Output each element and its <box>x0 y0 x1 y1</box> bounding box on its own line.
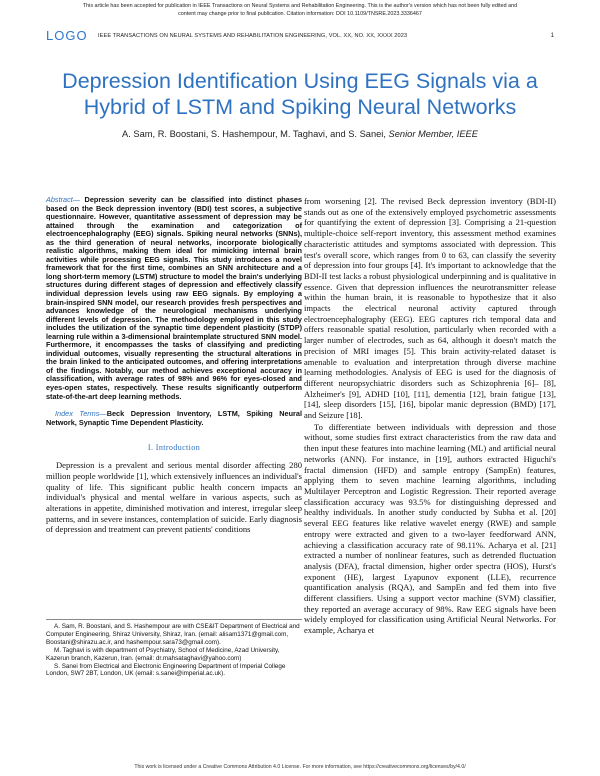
journal-name: IEEE TRANSACTIONS ON NEURAL SYSTEMS AND REHABILITATION ENGINEERING, VOL. XX, NO. XX, XXXX 2023 <box>98 33 408 39</box>
intro-paragraph: Depression is a prevalent and serious mental disorder affecting 280 million people worldwide [1], which extensively influences an individual's quality of life. This significant public health concern impacts an individual's physical and mental welfare in various aspects, such as alterations in appetite, diminished motivation and interest, irregular sleep patterns, and in severe instances, contemplation of suicide. Early diagnosis of depression and treatment can prevent patients' conditions <box>46 460 302 535</box>
section-heading-introduction: I. Introduction <box>147 443 201 453</box>
index-terms-text: Beck Depression Inventory, LSTM, Spiking Neural Network, Synaptic Time Dependent Plasticity. <box>46 409 302 427</box>
index-terms: Index Terms—Beck Depression Inventory, LSTM, Spiking Neural Network, Synaptic Time Dependent Plasticity. <box>46 409 302 427</box>
author-membership: Senior Member, IEEE <box>388 129 478 139</box>
footnote-3: S. Sanei from Electrical and Electronic Engineering Department of Imperial College London, SW7 2BT, London, UK (email: s.sanei@imperial.ac.uk). <box>46 662 286 678</box>
notice-line-2: content may change prior to final publication. Citation information: DOI 10.1109/TNSRE.2023.3336467 <box>178 11 422 17</box>
license-footer: This work is licensed under a Creative Commons Attribution 4.0 License. For more information, see https://creativecommons.org/licenses/by/4.0/ <box>134 764 466 770</box>
publication-notice <box>20 2 580 18</box>
right-paragraph-1: from worsening [2]. The revised Beck depression inventory (BDI-II) stands out as one of the extensively employed psychometric assessments for quantifying the extent of depression [3]. Comprising a 21-question multiple-choice self-report inventory, this assessment method examines characteristic attitudes and symptoms associated with depression. This test's overall score, which ranges from 0 to 63, can classify the severity of depression into four groups [4]. It's important to acknowledge that the BDI-II test lacks a robust physiological underpinning and is qualitative in essence. Given that depression influences the neurotransmitter release within the human brain, it is reasonable to hypothesize that it also impacts the electrical neuronal activity captured through electroencephalography (EEG). EEG captures rich temporal data and offers reasonable spatial resolution, particularly when recorded with a larger number of electrodes, such as 64, although it doesn't match the precision of MRI images [5]. This brain activity-related dataset is amenable to evaluation and interpretation through diverse machine learning methodologies. Analysis of EEG is used for the diagnosis of different neuropsychiatric disorders such as Schizophrenia [6]– [8], Alzheimer's [9], ADHD [10], [11], dementia [12], brain fatigue [13], [14], sleep disorders [15], [16], bipolar manic depression (BMD) [17], and Seizure [18]. <box>304 196 556 421</box>
running-header <box>46 28 554 45</box>
right-column <box>304 196 556 636</box>
page-number: 1 <box>550 33 554 39</box>
abstract-label: Abstract <box>46 195 73 204</box>
journal-logo: LOGO <box>46 28 88 43</box>
author-list <box>30 129 570 139</box>
author-affiliations <box>46 619 302 678</box>
index-terms-label: Index Terms <box>55 409 100 419</box>
notice-line-1: This article has been accepted for publication in IEEE Transactions on Neural Systems and Rehabilitation Engineering. This is the author's version which has not been fully edited and <box>82 3 518 9</box>
paper-title: Depression Identification Using EEG Signals via a Hybrid of LSTM and Spiking Neural Networks <box>62 69 538 119</box>
left-column <box>46 196 302 535</box>
author-names: A. Sam, R. Boostani, S. Hashempour, M. Taghavi, and S. Sanei, <box>122 129 386 139</box>
abstract-text: Depression severity can be classified into distinct phases based on the Beck depression inventory (BDI) test scores, a subjective questionnaire. However, quantitative assessment of depression may be attained through the examination and categorization of electroencephalography (EEG) signals. Spiking neural networks (SNNs), as the third generation of neural networks, incorporate biologically realistic algorithms, making them ideal for mimicking internal brain activities while processing EEG signals. This study introduces a novel framework that for the first time, combines an SNN architecture and a long short-term memory (LSTM) structure to model the brain's underlying structures during different stages of depression and effectively classify individual depression levels using raw EEG signals. By employing a brain-inspired SNN model, our research provides fresh perspectives and advances knowledge of the neurological mechanisms underlying different levels of depression. The methodology employed in this study includes the utilization of the synaptic time dependent plasticity (STDP) learning rule within a 3-dimensional braintemplate structured SNN model. Furthermore, it encompasses the tasks of classifying and predicting individual outcomes, visually representing the structural alterations in the brain linked to the anticipated outcomes, and offering interpretations of the findings. Notably, our method achieves exceptional accuracy in classification, with average rates of 98% and 96% for eyes-closed and eyes-open states, respectively. These results significantly outperform state-of-the-art deep learning methods. <box>46 195 302 401</box>
abstract: Abstract— Depression severity can be classified into distinct phases based on the Beck depression inventory (BDI) test scores, a subjective questionnaire. However, quantitative assessment of depression may be attained through the examination and categorization of electroencephalography (EEG) signals. Spiking neural networks (SNNs), as the third generation of neural networks, incorporate biologically realistic algorithms, making them ideal for mimicking internal brain activities while processing EEG signals. This study introduces a novel framework that for the first time, combines an SNN architecture and a long short-term memory (LSTM) structure to model the brain's underlying structures during different stages of depression and effectively classify individual depression levels using raw EEG signals. By employing a brain-inspired SNN model, our research provides fresh perspectives and advances knowledge of the neurological mechanisms underlying different levels of depression. The methodology employed in this study includes the utilization of the synaptic time dependent plasticity (STDP) learning rule within a 3-dimensional braintemplate structured SNN model. Furthermore, it encompasses the tasks of classifying and predicting individual outcomes, visually representing the structural alterations in the brain linked to the anticipated outcomes, and offering interpretations of the findings. Notably, our method achieves exceptional accuracy in classification, with average rates of 98% and 96% for eyes-closed and eyes-open states, respectively. These results significantly outperform state-of-the-art deep learning methods. <box>46 195 302 401</box>
right-paragraph-2: To differentiate between individuals with depression and those without, some studies first extract characteristics from the raw data and then input these features into machine learning (ML) and artificial neural networks (ANN). For instance, in [19], authors extracted Higuchi's fractal dimension (HFD) and sample entropy (SampEn) features, applying them to seven machine learning algorithms, including Multilayer Perceptron and Logistic Regression. Their reported average classification accuracy was 93.5% for distinguishing depressed and healthy individuals. In another study conducted by Subha et al. [20] several EEG features like relative wavelet energy (RWE) and sample entropy were extracted and given to a two-layer feedforward ANN, achieving a classification accuracy rate of 98.11%. Acharya et al. [21] extracted a number of nonlinear features, such as detrended fluctuation analysis (DFA), fractal dimension, higher order spectra (HOS), Hurst's exponent (HE), largest Lyapunov exponent (LLE), recurrence quantification analysis (RQA), and SampEn and fed them into five different classifiers. Using a support vector machine (SVM) classifier, they reported an average accuracy of 98%. Raw EEG signals have been widely employed for classification using Artificial Neural Networks. For example, Acharya et <box>304 421 556 636</box>
footnote-2: M. Taghavi is with department of Psychiatry, School of Medicine, Azad University, Kazerun branch, Kazerun, Iran. (email: dr.mahsataghavi@yahoo.com) <box>46 646 280 662</box>
footnote-1: A. Sam, R. Boostani, and S. Hashempour are with CSE&IT Department of Electrical and Computer Engineering, Shiraz University, Shiraz, Iran. (email: alisam1371@gmail.com, Boostani@shirazu.ac.ir, and hashempour.sara73@gmail.com). <box>46 623 300 646</box>
